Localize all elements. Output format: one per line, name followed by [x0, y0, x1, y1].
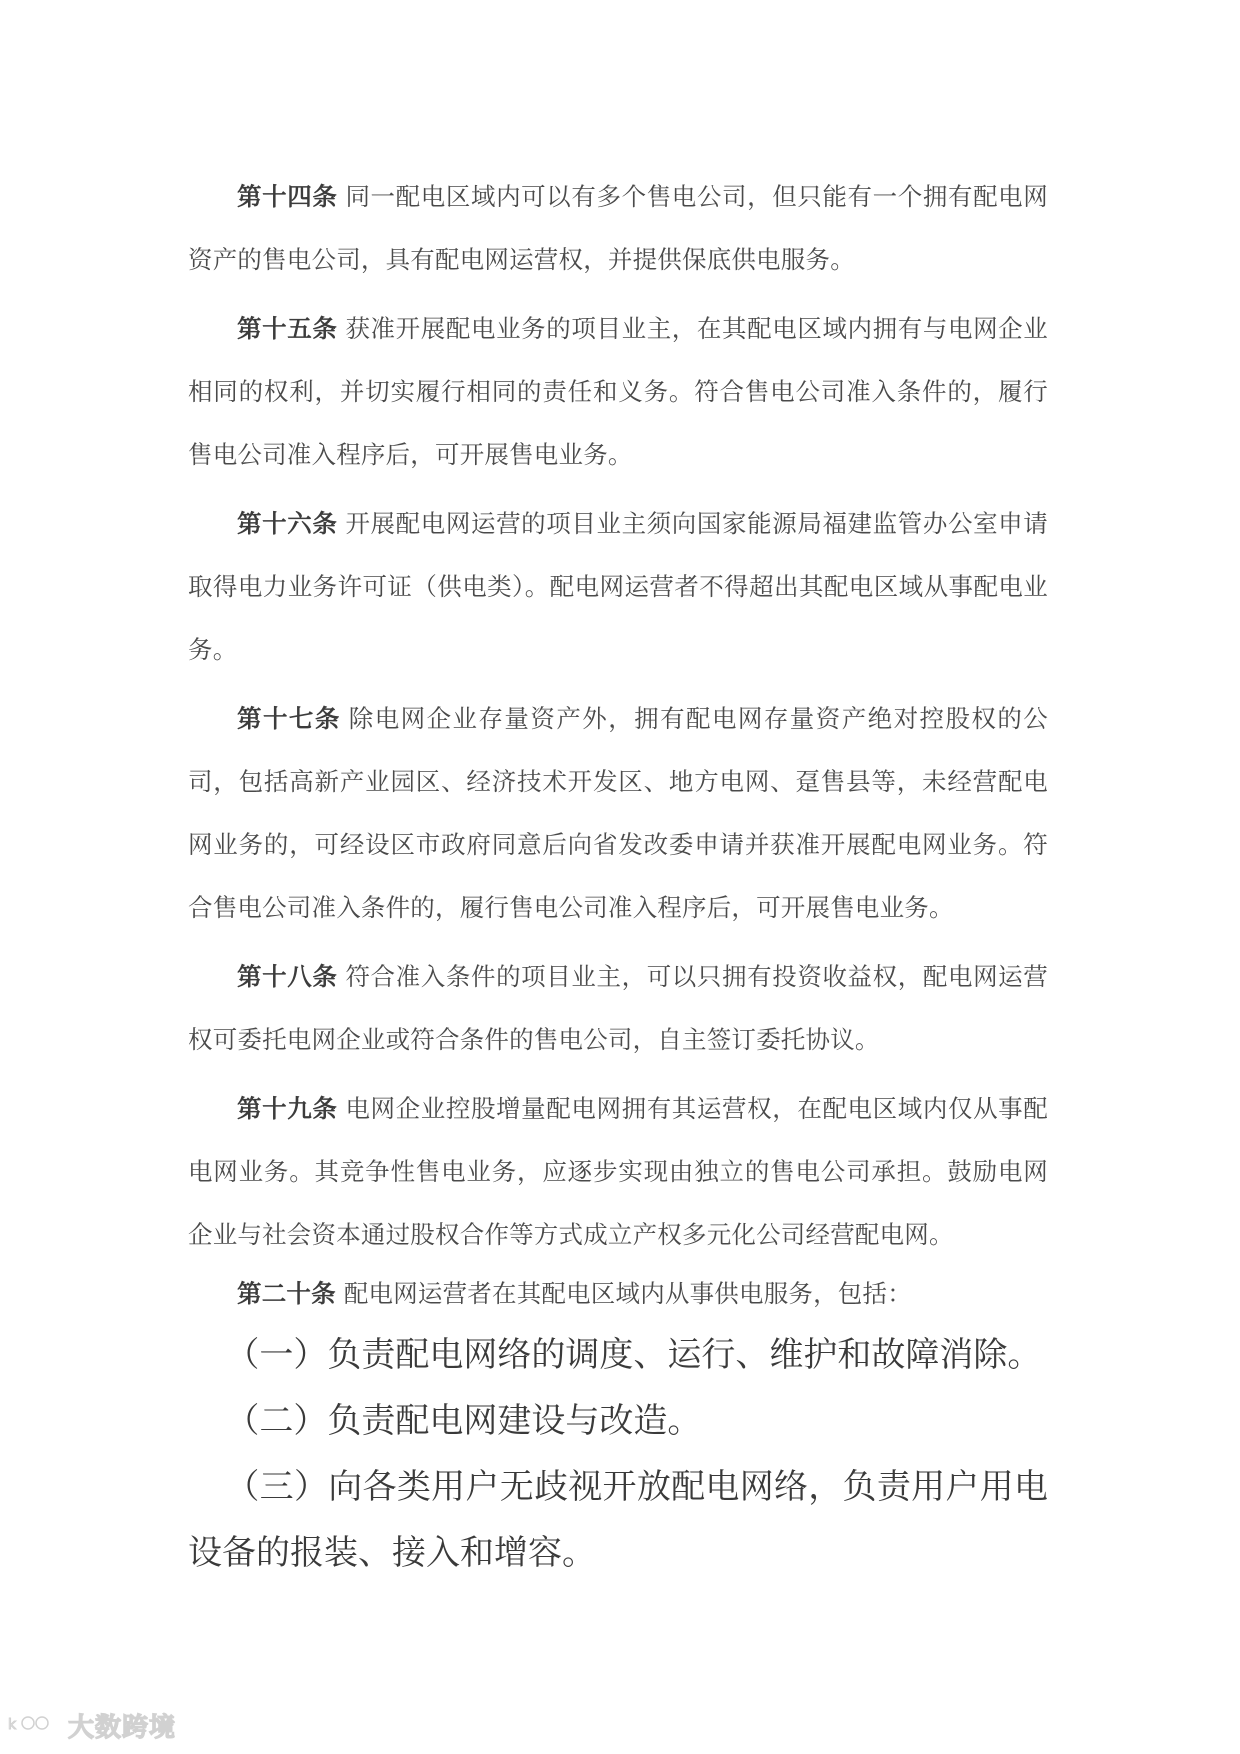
- article-19: [188, 1077, 1048, 1266]
- article-text: 符合准入条件的项目业主，可以只拥有投资收益权，配电网运营权可委托电网企业或符合条件的售电公司，自主签订委托协议。: [188, 962, 1048, 1054]
- article-20: [188, 1272, 1048, 1316]
- article-18: [188, 945, 1048, 1071]
- article-number: 第十六条: [237, 509, 338, 538]
- article-number: 第十四条: [237, 182, 338, 211]
- article-text: 电网企业控股增量配电网拥有其运营权，在配电区域内仅从事配电网业务。其竞争性售电业务，应逐步实现由独立的售电公司承担。鼓励电网企业与社会资本通过股权合作等方式成立产权多元化公司经营配电网。: [188, 1094, 1048, 1249]
- article-text: 配电网运营者在其配电区域内从事供电服务，包括：: [343, 1279, 912, 1308]
- article-number: 第十七条: [237, 704, 341, 733]
- clause-1: （一）负责配电网络的调度、运行、维护和故障消除。: [225, 1335, 1042, 1375]
- document-body: [188, 165, 1048, 1586]
- article-number: 第十八条: [237, 962, 338, 991]
- article-15: [188, 297, 1048, 486]
- article-text: 获准开展配电业务的项目业主，在其配电区域内拥有与电网企业相同的权利，并切实履行相同的责任和义务。符合售电公司准入条件的，履行售电公司准入程序后，可开展售电业务。: [188, 314, 1048, 469]
- clause-2: （二）负责配电网建设与改造。: [225, 1401, 702, 1441]
- article-text: 除电网企业存量资产外，拥有配电网存量资产绝对控股权的公司，包括高新产业园区、经济技术开发区、地方电网、趸售县等，未经营配电网业务的，可经设区市政府同意后向省发改委申请并获准开展配电网业务。符合售电公司准入条件的，履行售电公司准入程序后，可开展售电业务。: [188, 704, 1048, 922]
- watermark: [6, 1707, 176, 1744]
- article-number: 第十五条: [237, 314, 338, 343]
- article-number: 第二十条: [237, 1279, 336, 1308]
- article-number: 第十九条: [237, 1094, 338, 1123]
- article-16: [188, 492, 1048, 681]
- article-text: 开展配电网运营的项目业主须向国家能源局福建监管办公室申请取得电力业务许可证（供电类）。配电网运营者不得超出其配电区域从事配电业务。: [188, 509, 1048, 664]
- article-text: 同一配电区域内可以有多个售电公司，但只能有一个拥有配电网资产的售电公司，具有配电网运营权，并提供保底供电服务。: [188, 182, 1048, 274]
- svg-text:k: k: [8, 1716, 17, 1733]
- watermark-text: 大数跨境: [68, 1713, 177, 1743]
- clause-3: （三）向各类用户无歧视开放配电网络，负责用户用电设备的报装、接入和增容。: [188, 1467, 1048, 1573]
- article-17: [188, 687, 1048, 939]
- article-14: [188, 165, 1048, 291]
- watermark-logo-icon: [6, 1711, 62, 1741]
